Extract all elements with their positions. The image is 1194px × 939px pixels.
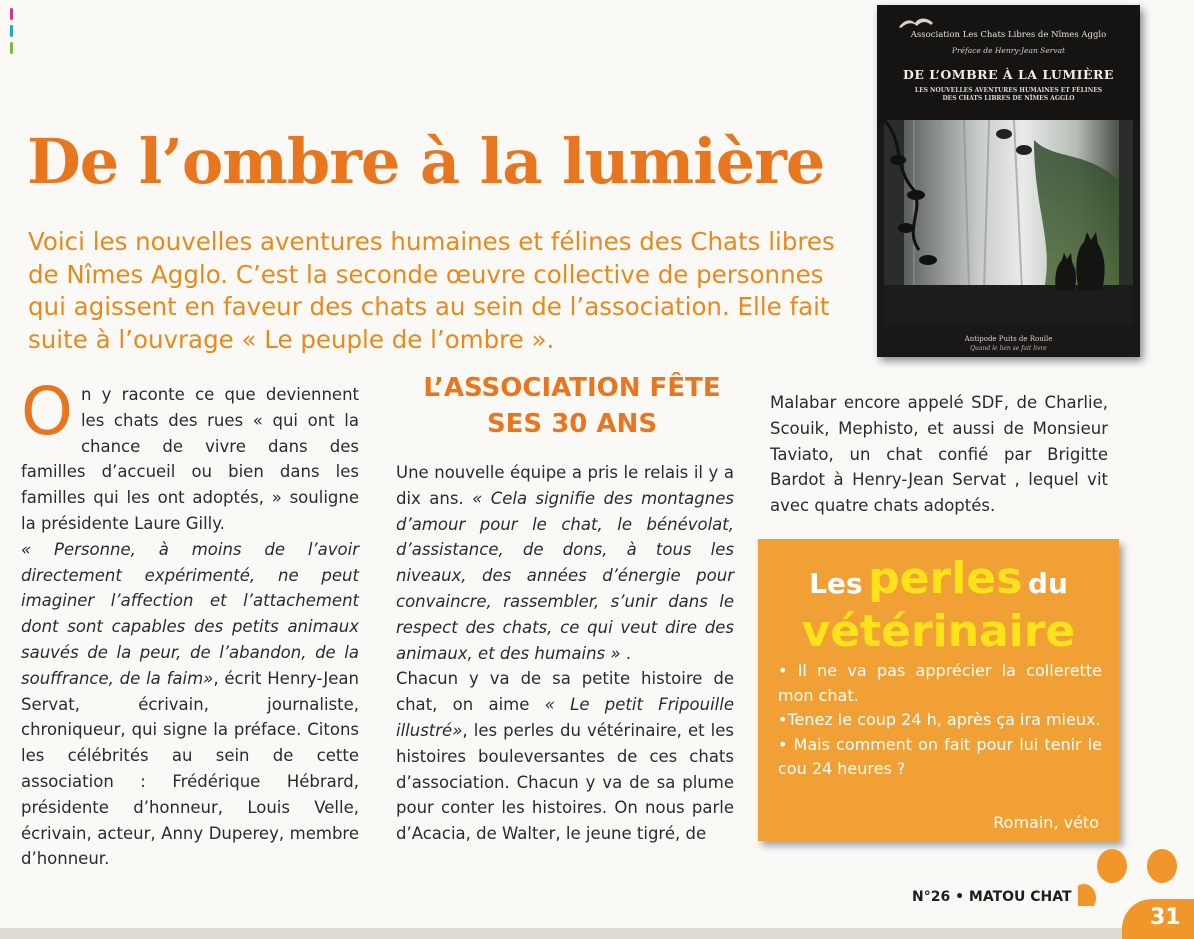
- section-heading-30-ans: L’ASSOCIATION FÊTE SES 30 ANS: [423, 373, 721, 439]
- pearl-item: • Il ne va pas apprécier la collerette mon chat.: [778, 661, 1102, 705]
- print-color-marks: [10, 8, 14, 68]
- servat-quote: « Personne, à moins de l’avoir directement expérimenté, ne peut imaginer l’affection et l’attachement dont sont capables des petits animaux sauvés de la peur, de l’abandon, de la souffrance, de la faim»: [21, 539, 359, 688]
- book-association: Association Les Chats Libres de Nîmes Agglo: [910, 30, 1107, 40]
- column-2-p1-start: Une nouvelle équipe a pris le relais il y a dix ans.: [396, 463, 734, 508]
- book-publishers: Antipode Puits de Roulle: [964, 335, 1053, 343]
- book-tagline: Quand le lien se fait livre: [970, 345, 1047, 352]
- drop-cap: O: [21, 373, 73, 450]
- book-subtitle: LES NOUVELLES AVENTURES HUMAINES ET FÉLINES DES CHATS LIBRES DE NÎMES AGGLO: [914, 87, 1103, 102]
- column-3-paragraph: Malabar encore appelé SDF, de Charlie, Scouik, Mephisto, et aussi de Monsieur Taviato, un chat confié par Brigitte Bardot à Henry-Jean Servat , lequel vit avec quatre chats adoptés.: [770, 393, 1108, 516]
- column-2-p2-start: Chacun y va de sa petite histoire de chat, on aime: [396, 669, 734, 715]
- pearls-list: [778, 659, 1102, 782]
- vet-pearls-box: [758, 539, 1119, 841]
- book-preface: Préface de Henry-Jean Servat: [951, 46, 1066, 55]
- column-1-paragraph: [21, 373, 359, 537]
- column-2: [396, 460, 734, 847]
- page-number: 31: [1150, 905, 1181, 930]
- page-number-tab: [1122, 899, 1194, 939]
- cat-logo-icon: [897, 13, 937, 31]
- cat-window-photo: [884, 120, 1133, 325]
- paw-print-icon: [1078, 836, 1194, 906]
- column-2-p2-end: , les perles du vétérinaire, et les histoires bouleversantes de ces chats d’association. Chacun y va de sa plume pour conter les histoires. On nous parle d’Acacia, de Walter, le jeune tigré, de: [396, 720, 734, 844]
- column-1: [21, 373, 359, 872]
- pearl-item: •Tenez le coup 24 h, après ça ira mieux.: [778, 710, 1101, 729]
- column-2-paragraph-2: [396, 666, 734, 847]
- column-2-paragraph-1: [396, 460, 734, 666]
- pearls-word-perles: perles: [868, 553, 1023, 604]
- article-title: De l’ombre à la lumière: [27, 125, 825, 198]
- issue-footer: N°26 • MATOU CHAT: [912, 889, 1072, 905]
- column-1-intro: n y raconte ce que deviennent les chats des rues « qui ont la chance de vivre dans des familles d’accueil ou bien dans les familles qui les ont adoptés, » souligne la présidente Laure Gilly.: [21, 385, 359, 533]
- pearls-heading-line-1: [758, 553, 1119, 604]
- pearls-word-les: Les: [809, 567, 863, 600]
- column-1-closing: , écrit Henry-Jean Servat, écrivain, journaliste, chroniqueur, qui signe la préface. Citons les célébrités au sein de cette association : Frédérique Hébrard, présidente d’honneur, Louis Velle, écrivain, acteur, Anny Duperey, membre d’honneur.: [21, 668, 359, 869]
- column-3: [770, 390, 1108, 519]
- column-1-quote-paragraph: [21, 537, 359, 872]
- column-2-p1-end: .: [625, 643, 632, 663]
- book-cover-image: [877, 5, 1140, 357]
- book-title: DE L’OMBRE À LA LUMIÈRE: [903, 67, 1114, 82]
- column-2-p1-quote: « Cela signifie des montagnes d’amour pour le chat, le bénévolat, d’assistance, de dons, à tous les niveaux, des années d’énergie pour convaincre, rassembler, s’unir dans le respect des chats, ce qui veut dire des animaux, et des humains »: [396, 488, 734, 663]
- pearls-heading-line-2: vétérinaire: [801, 606, 1076, 657]
- article-lead: Voici les nouvelles aventures humaines et félines des Chats libres de Nîmes Agglo. C’est la seconde œuvre collective de personnes qui agissent en faveur des chats au sein de l’association. Elle fait suite à l’ouvrage « Le peuple de l’ombre ».: [28, 227, 835, 354]
- bottom-page-edge: [0, 928, 1122, 939]
- pearls-word-du: du: [1027, 567, 1068, 600]
- pearl-item: • Mais comment on fait pour lui tenir le cou 24 heures ?: [778, 734, 1102, 778]
- pearls-signature: Romain, véto: [993, 813, 1099, 832]
- column-2-p2-quote: « Le petit Fripouille illustré»: [396, 695, 735, 740]
